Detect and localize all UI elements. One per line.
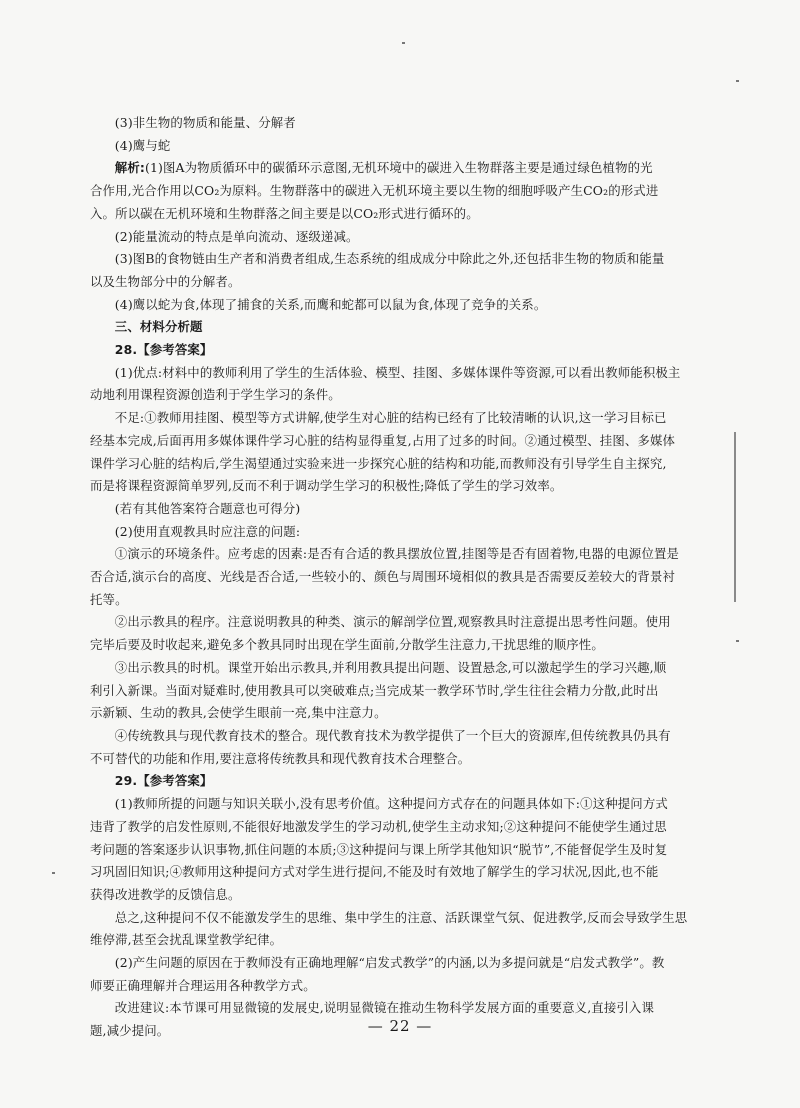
text-line: 不足:①教师用挂图、模型等方式讲解,使学生对心脏的结构已经有了比较清晰的认识,这一学习目标已 — [114, 410, 667, 426]
text-line: 动地利用课程资源创造利于学生学习的条件。 — [90, 387, 341, 403]
text-line: ①演示的环境条件。应考虑的因素:是否有合适的教具摆放位置,挂图等是否有固着物,电器的电源位置是 — [114, 546, 680, 562]
text-line: 否合适,演示台的高度、光线是否合适,一些较小的、颜色与周围环境相似的教具是否需要反差较大的背景衬 — [90, 569, 676, 585]
section-heading: 28.【参考答案】 — [114, 342, 213, 358]
text-line: (2)使用直观教具时应注意的问题: — [114, 523, 301, 539]
text-line: 合作用,光合作用以CO₂为原料。生物群落中的碳进入无机环境主要以生物的细胞呼吸产生CO₂的形式进 — [90, 183, 659, 199]
scan-speck — [402, 42, 405, 44]
text-line: 以及生物部分中的分解者。 — [90, 273, 241, 289]
text-line: (2)产生问题的原因在于教师没有正确地理解“启发式教学”的内涵,以为多提问就是“启发式教学”。教 — [114, 955, 665, 971]
text-line: 总之,这种提问不仅不能激发学生的思维、集中学生的注意、活跃课堂气氛、促进教学,反而会导致学生思 — [114, 909, 688, 925]
section-heading: 29.【参考答案】 — [114, 773, 213, 789]
text-line: (3)非生物的物质和能量、分解者 — [114, 115, 296, 130]
text-line: (4)鹰以蛇为食,体现了捕食的关系,而鹰和蛇都可以鼠为食,体现了竞争的关系。 — [114, 296, 547, 312]
text-line: (3)图B的食物链由生产者和消费者组成,生态系统的组成成分中除此之外,还包括非生物的物质和能量 — [114, 251, 665, 267]
document-body — [90, 112, 710, 1043]
text-line: 师要正确理解并合理运用各种教学方式。 — [90, 977, 316, 993]
text-line: 利引入新课。当面对疑难时,使用教具可以突破难点;当完成某一教学环节时,学生往往会精力分散,此时出 — [90, 682, 659, 698]
text-line: (1)优点:材料中的教师利用了学生的生活体验、模型、挂图、多媒体课件等资源,可以看出教师能积极主 — [114, 364, 681, 380]
text-line: 经基本完成,后面再用多媒体课件学习心脏的结构显得重复,占用了过多的时间。②通过模型、挂图、多媒体 — [90, 432, 676, 448]
text-line: 违背了教学的启发性原则,不能很好地激发学生的学习动机,使学生主动求知;②这种提问不能使学生通过思 — [90, 818, 667, 834]
text-line: (1)教师所提的问题与知识关联小,没有思考价值。这种提问方式存在的问题具体如下:①这种提问方式 — [114, 796, 668, 812]
text-line: 课件学习心脏的结构后,学生渴望通过实验来进一步探究心脏的结构和功能,而教师没有引导学生自主探究, — [90, 455, 667, 471]
section-heading: 三、材料分析题 — [114, 319, 203, 335]
text-line: 入。所以碳在无机环境和生物群落之间主要是以CO₂形式进行循环的。 — [90, 205, 479, 221]
text-line: ③出示教具的时机。课堂开始出示教具,并利用教具提出问题、设置悬念,可以激起学生的学习兴趣,顺 — [114, 659, 667, 675]
text-line: (2)能量流动的特点是单向流动、逐级递减。 — [114, 228, 359, 244]
text-line: 习巩固旧知识;④教师用这种提问方式对学生进行提问,不能及时有效地了解学生的学习状况,因此,也不能 — [90, 864, 659, 880]
text-line: 改进建议:本节课可用显微镜的发展史,说明显微镜在推动生物科学发展方面的重要意义,直接引入课 — [114, 1000, 655, 1016]
text-line: (4)鹰与蛇 — [114, 137, 171, 153]
scan-speck — [52, 872, 55, 874]
text-line: 考问题的答案逐步认识事物,抓住问题的本质;③这种提问与课上所学其他知识“脱节”,不能督促学生及时复 — [90, 841, 668, 857]
page-number: — 22 — — [367, 1017, 433, 1035]
text-line: (若有其他答案符合题意也可得分) — [114, 500, 301, 516]
scan-speck — [736, 80, 739, 82]
text-line: 示新颖、生动的教具,会使学生眼前一亮,集中注意力。 — [90, 705, 387, 721]
text-line: 获得改进教学的反馈信息。 — [90, 886, 241, 902]
text-line — [90, 157, 710, 180]
text-line: 托等。 — [90, 591, 128, 607]
text-line: 不可替代的功能和作用,要注意将传统教具和现代教育技术合理整合。 — [90, 750, 471, 766]
text-line: 完毕后要及时收起来,避免多个教具同时出现在学生面前,分散学生注意力,干扰思维的顺序性。 — [90, 637, 604, 653]
text-line: 题,减少提问。 — [90, 1023, 170, 1039]
scan-edge-mark — [734, 432, 736, 602]
analysis-text: (1)图A为物质循环中的碳循环示意图,无机环境中的碳进入生物群落主要是通过绿色植物的光 — [144, 160, 653, 176]
analysis-label: 解析: — [114, 160, 145, 176]
text-line: ②出示教具的程序。注意说明教具的种类、演示的解剖学位置,观察教具时注意提出思考性问题。使用 — [114, 614, 671, 630]
scan-speck — [736, 640, 739, 642]
text-line: ④传统教具与现代教育技术的整合。现代教育技术为教学提供了一个巨大的资源库,但传统教具仍具有 — [114, 727, 671, 743]
text-line: 维停滞,甚至会扰乱课堂教学纪律。 — [90, 932, 283, 948]
text-line: 而是将课程资源简单罗列,反而不利于调动学生学习的积极性;降低了学生的学习效率。 — [90, 478, 563, 494]
